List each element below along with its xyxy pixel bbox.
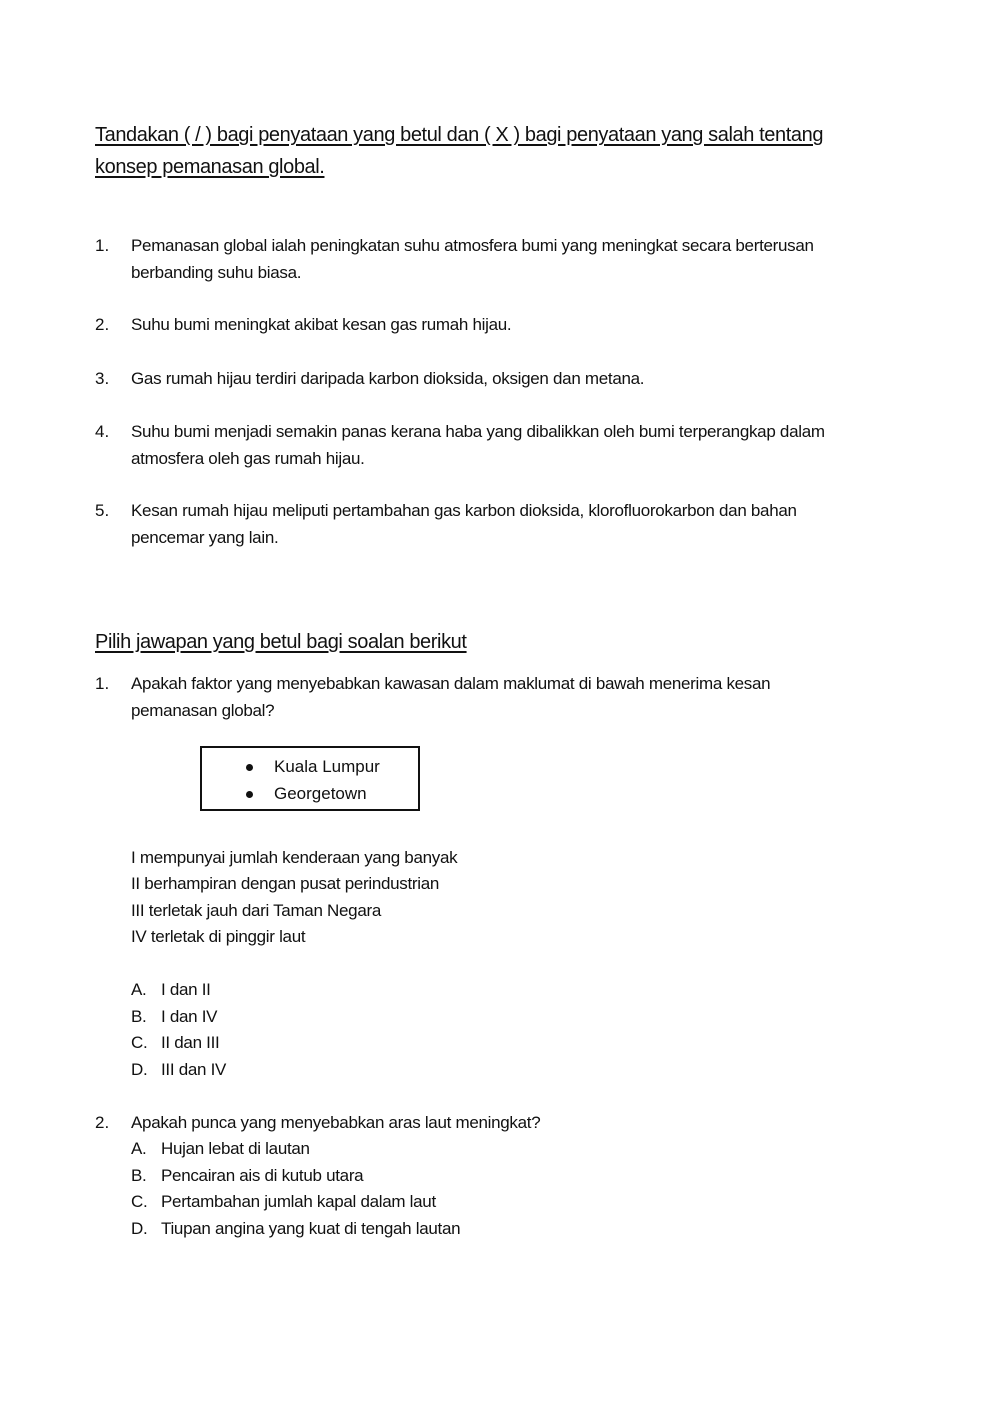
q2-option-a[interactable]: Hujan lebat di lautan — [161, 1139, 310, 1158]
q2-option-b[interactable]: Pencairan ais di kutub utara — [161, 1166, 364, 1185]
q2-option-d[interactable]: Tiupan angina yang kuat di tengah lautan — [161, 1219, 461, 1238]
q1-option-b[interactable]: I dan IV — [161, 1007, 218, 1026]
option-letter: D. — [131, 1219, 148, 1238]
option-letter: B. — [131, 1007, 147, 1026]
question-number: 2. — [95, 1113, 110, 1132]
option-letter: A. — [131, 980, 147, 999]
item-number: 1. — [95, 236, 110, 255]
item-number: 2. — [95, 315, 110, 334]
question-1-line2: pemanasan global? — [131, 701, 275, 720]
q1-option-c[interactable]: II dan III — [161, 1033, 220, 1052]
statement-4-line1: Suhu bumi menjadi semakin panas kerana haba yang dibalikkan oleh bumi terperangkap dalam — [131, 422, 825, 441]
option-letter: C. — [131, 1192, 148, 1211]
statement-3: Gas rumah hijau terdiri daripada karbon dioksida, oksigen dan metana. — [131, 369, 645, 388]
section1-instruction-line2: konsep pemanasan global. — [95, 156, 325, 178]
item-number: 5. — [95, 501, 110, 520]
question-2: Apakah punca yang menyebabkan aras laut meningkat? — [131, 1113, 541, 1132]
statement-1-line2: berbanding suhu biasa. — [131, 263, 302, 282]
option-letter: D. — [131, 1060, 148, 1079]
statement-iv: IV terletak di pinggir laut — [131, 927, 306, 946]
section1-instruction-line1: Tandakan ( / ) bagi penyataan yang betul dan ( X ) bagi penyataan yang salah tentang — [95, 124, 824, 146]
statement-iii: III terletak jauh dari Taman Negara — [131, 901, 381, 920]
statement-ii: II berhampiran dengan pusat perindustrian — [131, 874, 440, 893]
question-1-line1: Apakah faktor yang menyebabkan kawasan dalam maklumat di bawah menerima kesan — [131, 674, 771, 693]
bullet-icon — [246, 791, 253, 798]
statement-1-line1: Pemanasan global ialah peningkatan suhu atmosfera bumi yang meningkat secara berterusan — [131, 236, 814, 255]
option-letter: A. — [131, 1139, 147, 1158]
statement-5-line2: pencemar yang lain. — [131, 528, 279, 547]
section2-instruction: Pilih jawapan yang betul bagi soalan berikut — [95, 631, 467, 653]
q2-option-c[interactable]: Pertambahan jumlah kapal dalam laut — [161, 1192, 436, 1211]
item-number: 3. — [95, 369, 110, 388]
statement-i: I mempunyai jumlah kenderaan yang banyak — [131, 848, 458, 867]
statement-2: Suhu bumi meningkat akibat kesan gas rumah hijau. — [131, 315, 512, 334]
item-number: 4. — [95, 422, 110, 441]
bullet-icon — [246, 764, 253, 771]
location-box: Kuala Lumpur Georgetown — [200, 746, 420, 811]
question-number: 1. — [95, 674, 110, 693]
statement-5-line1: Kesan rumah hijau meliputi pertambahan gas karbon dioksida, klorofluorokarbon dan bahan — [131, 501, 797, 520]
option-letter: C. — [131, 1033, 148, 1052]
option-letter: B. — [131, 1166, 147, 1185]
q1-option-a[interactable]: I dan II — [161, 980, 211, 999]
q1-option-d[interactable]: III dan IV — [161, 1060, 227, 1079]
statement-4-line2: atmosfera oleh gas rumah hijau. — [131, 449, 365, 468]
